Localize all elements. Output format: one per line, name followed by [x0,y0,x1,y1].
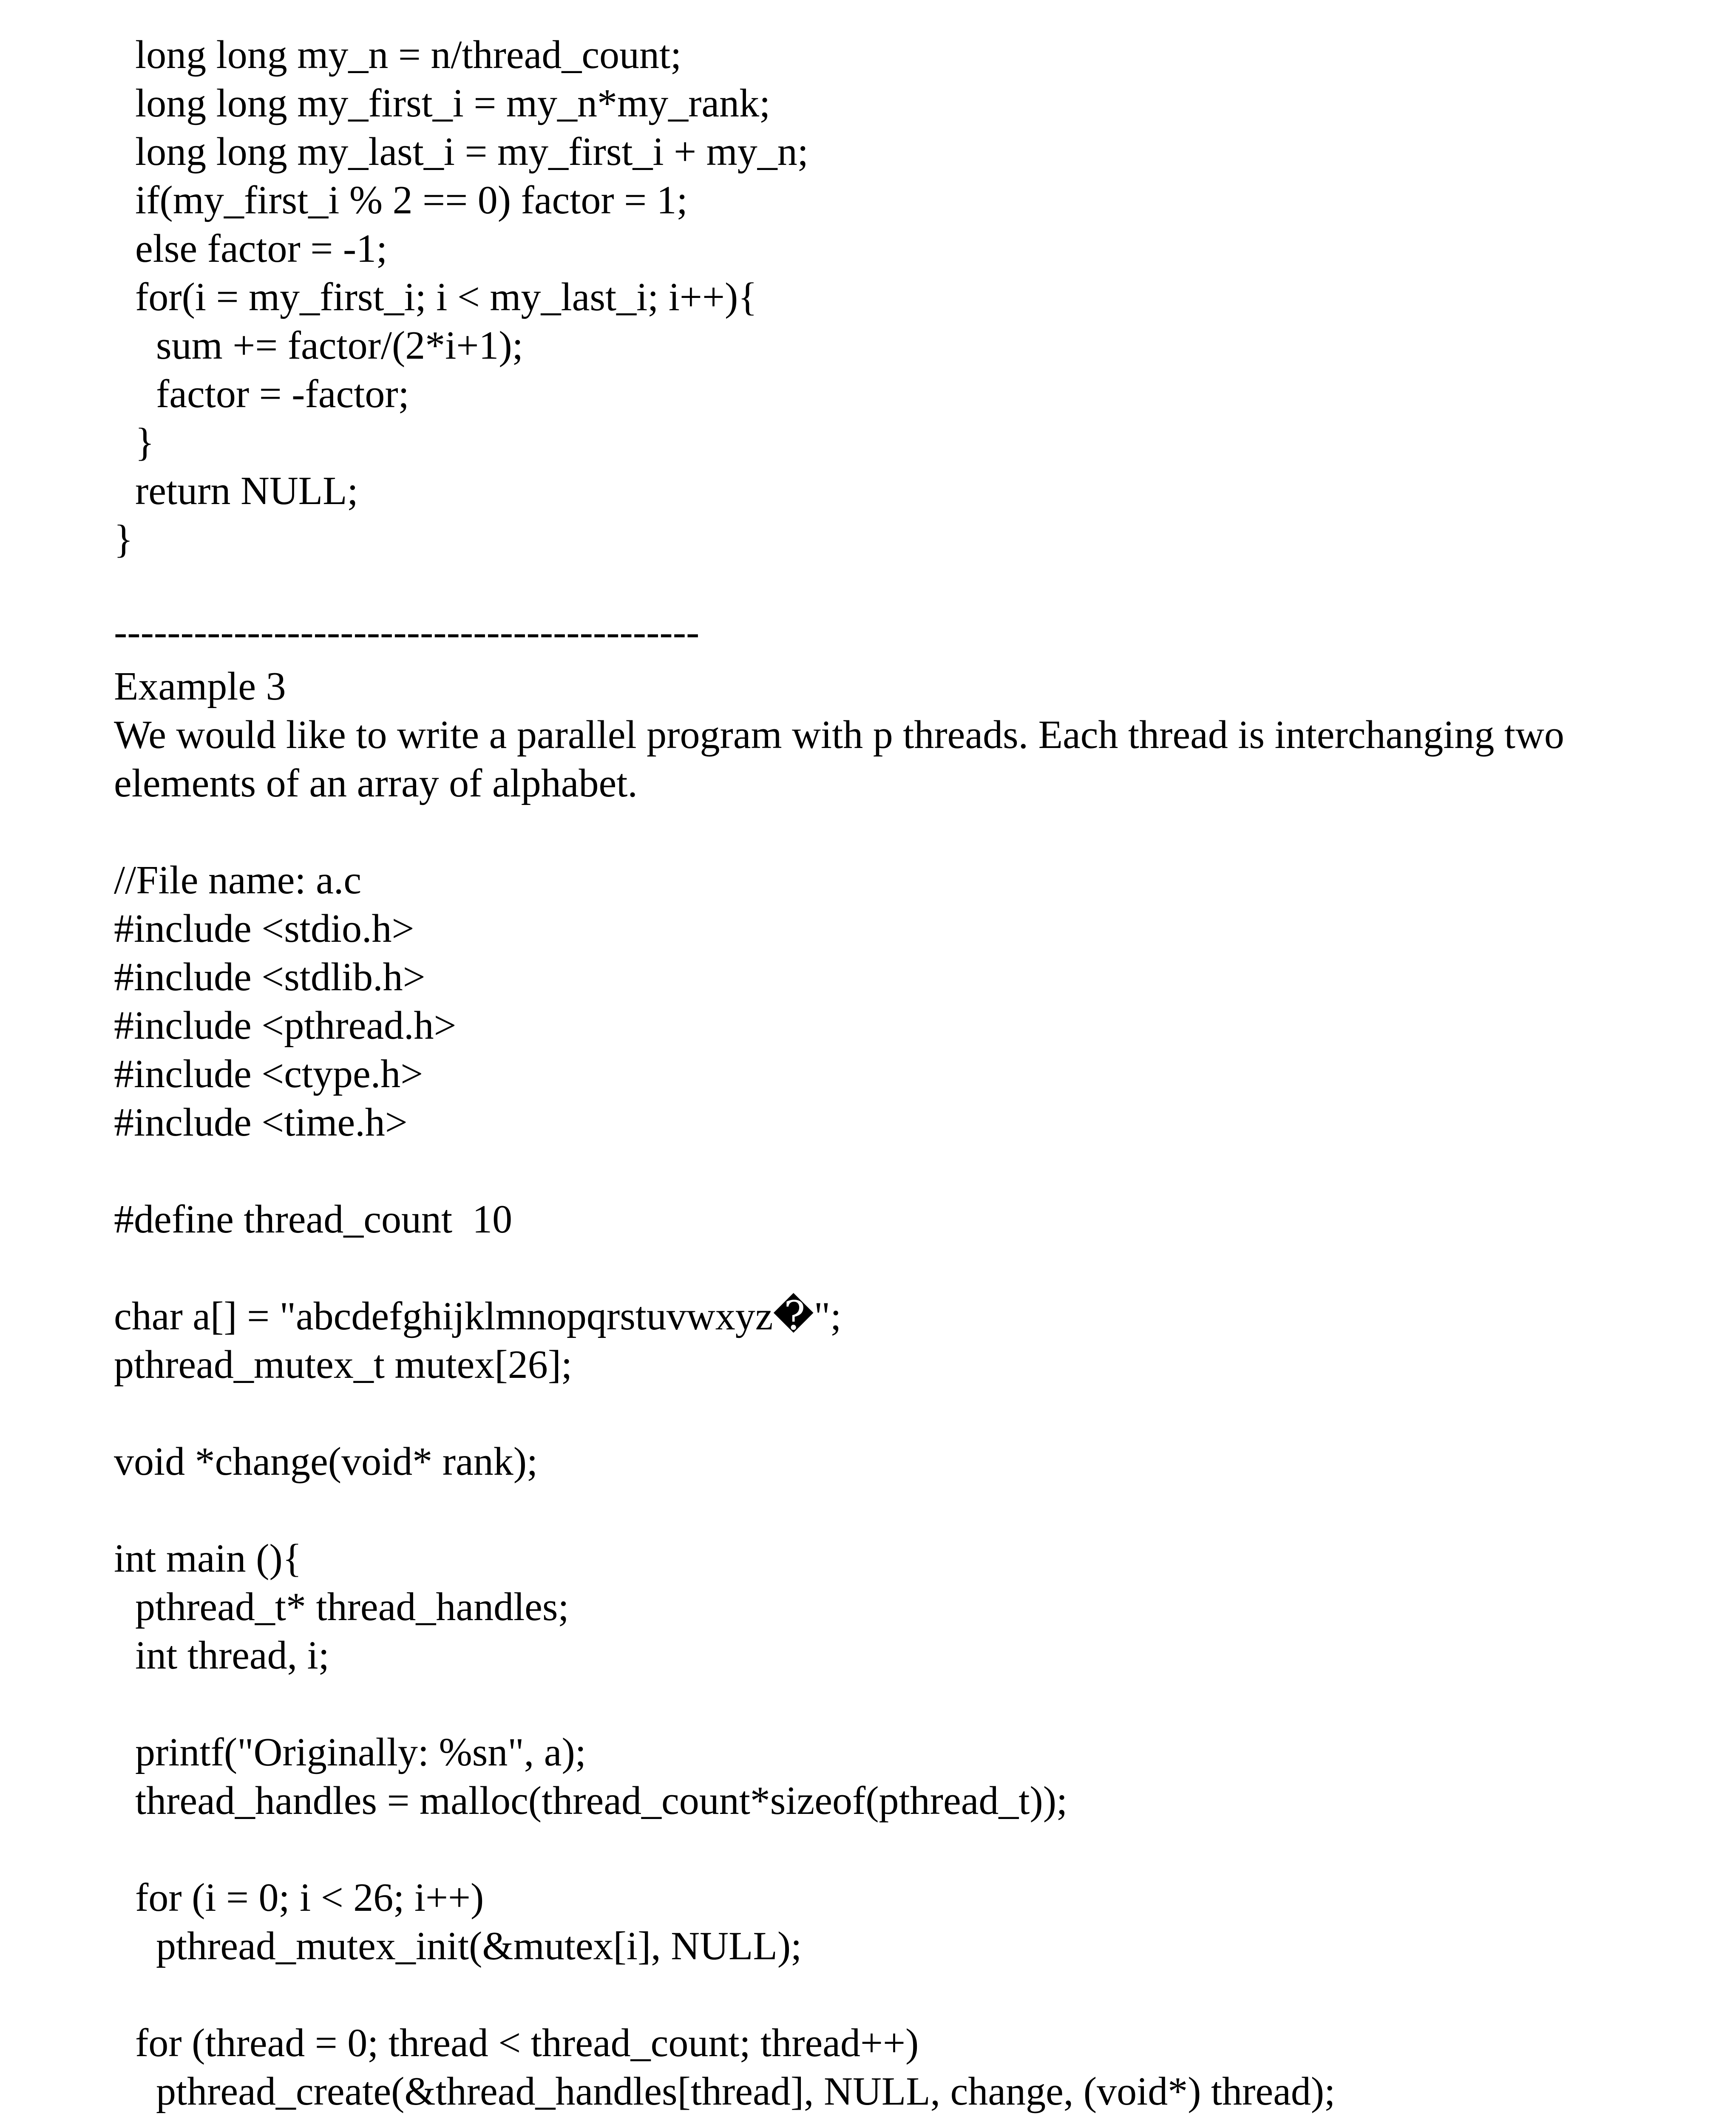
code-line: } [135,420,155,465]
code-line: long long my_first_i = my_n*my_rank; [135,81,771,125]
code-line: for (i = 0; i < 26; i++) [135,1876,484,1920]
code-line: return NULL; [135,469,358,513]
code-line: for (thread = 0; thread < thread_count; thread++) [135,2021,919,2065]
define-line: #define thread_count 10 [114,1197,513,1241]
example-description: elements of an array of alphabet. [114,761,638,805]
code-line: void *change(void* rank); [114,1439,538,1484]
code-line: char a[] = "abcdefghijklmnopqrstuvwxyz�"; [114,1294,842,1338]
code-line: if(my_first_i % 2 == 0) factor = 1; [135,178,688,222]
code-line: pthread_mutex_init(&mutex[i], NULL); [156,1924,802,1968]
code-comment: //File name: a.c [114,858,362,902]
code-line: sum += factor/(2*i+1); [156,323,523,368]
code-line: pthread_mutex_t mutex[26]; [114,1343,573,1387]
code-line: else factor = -1; [135,227,388,271]
include-line: #include <stdlib.h> [114,955,425,999]
separator-line: -------------------------------------------- [114,610,700,654]
code-line: factor = -factor; [156,372,409,416]
include-line: #include <time.h> [114,1100,408,1145]
code-line: int thread, i; [135,1633,329,1677]
code-line: pthread_create(&thread_handles[thread], NULL, change, (void*) thread); [156,2069,1336,2114]
code-line: int main (){ [114,1536,302,1581]
example-description: We would like to write a parallel program with p threads. Each thread is interchanging two [114,713,1564,757]
code-line: printf("Originally: %sn", a); [135,1730,586,1774]
include-line: #include <ctype.h> [114,1052,423,1096]
code-line: } [114,517,133,561]
code-line: long long my_n = n/thread_count; [135,33,682,77]
include-line: #include <stdio.h> [114,907,414,951]
code-line: thread_handles = malloc(thread_count*sizeof(pthread_t)); [135,1779,1068,1823]
include-line: #include <pthread.h> [114,1003,457,1048]
example-heading: Example 3 [114,664,286,708]
code-line: pthread_t* thread_handles; [135,1585,569,1629]
code-line: long long my_last_i = my_first_i + my_n; [135,130,808,174]
code-line: for(i = my_first_i; i < my_last_i; i++){ [135,275,757,319]
